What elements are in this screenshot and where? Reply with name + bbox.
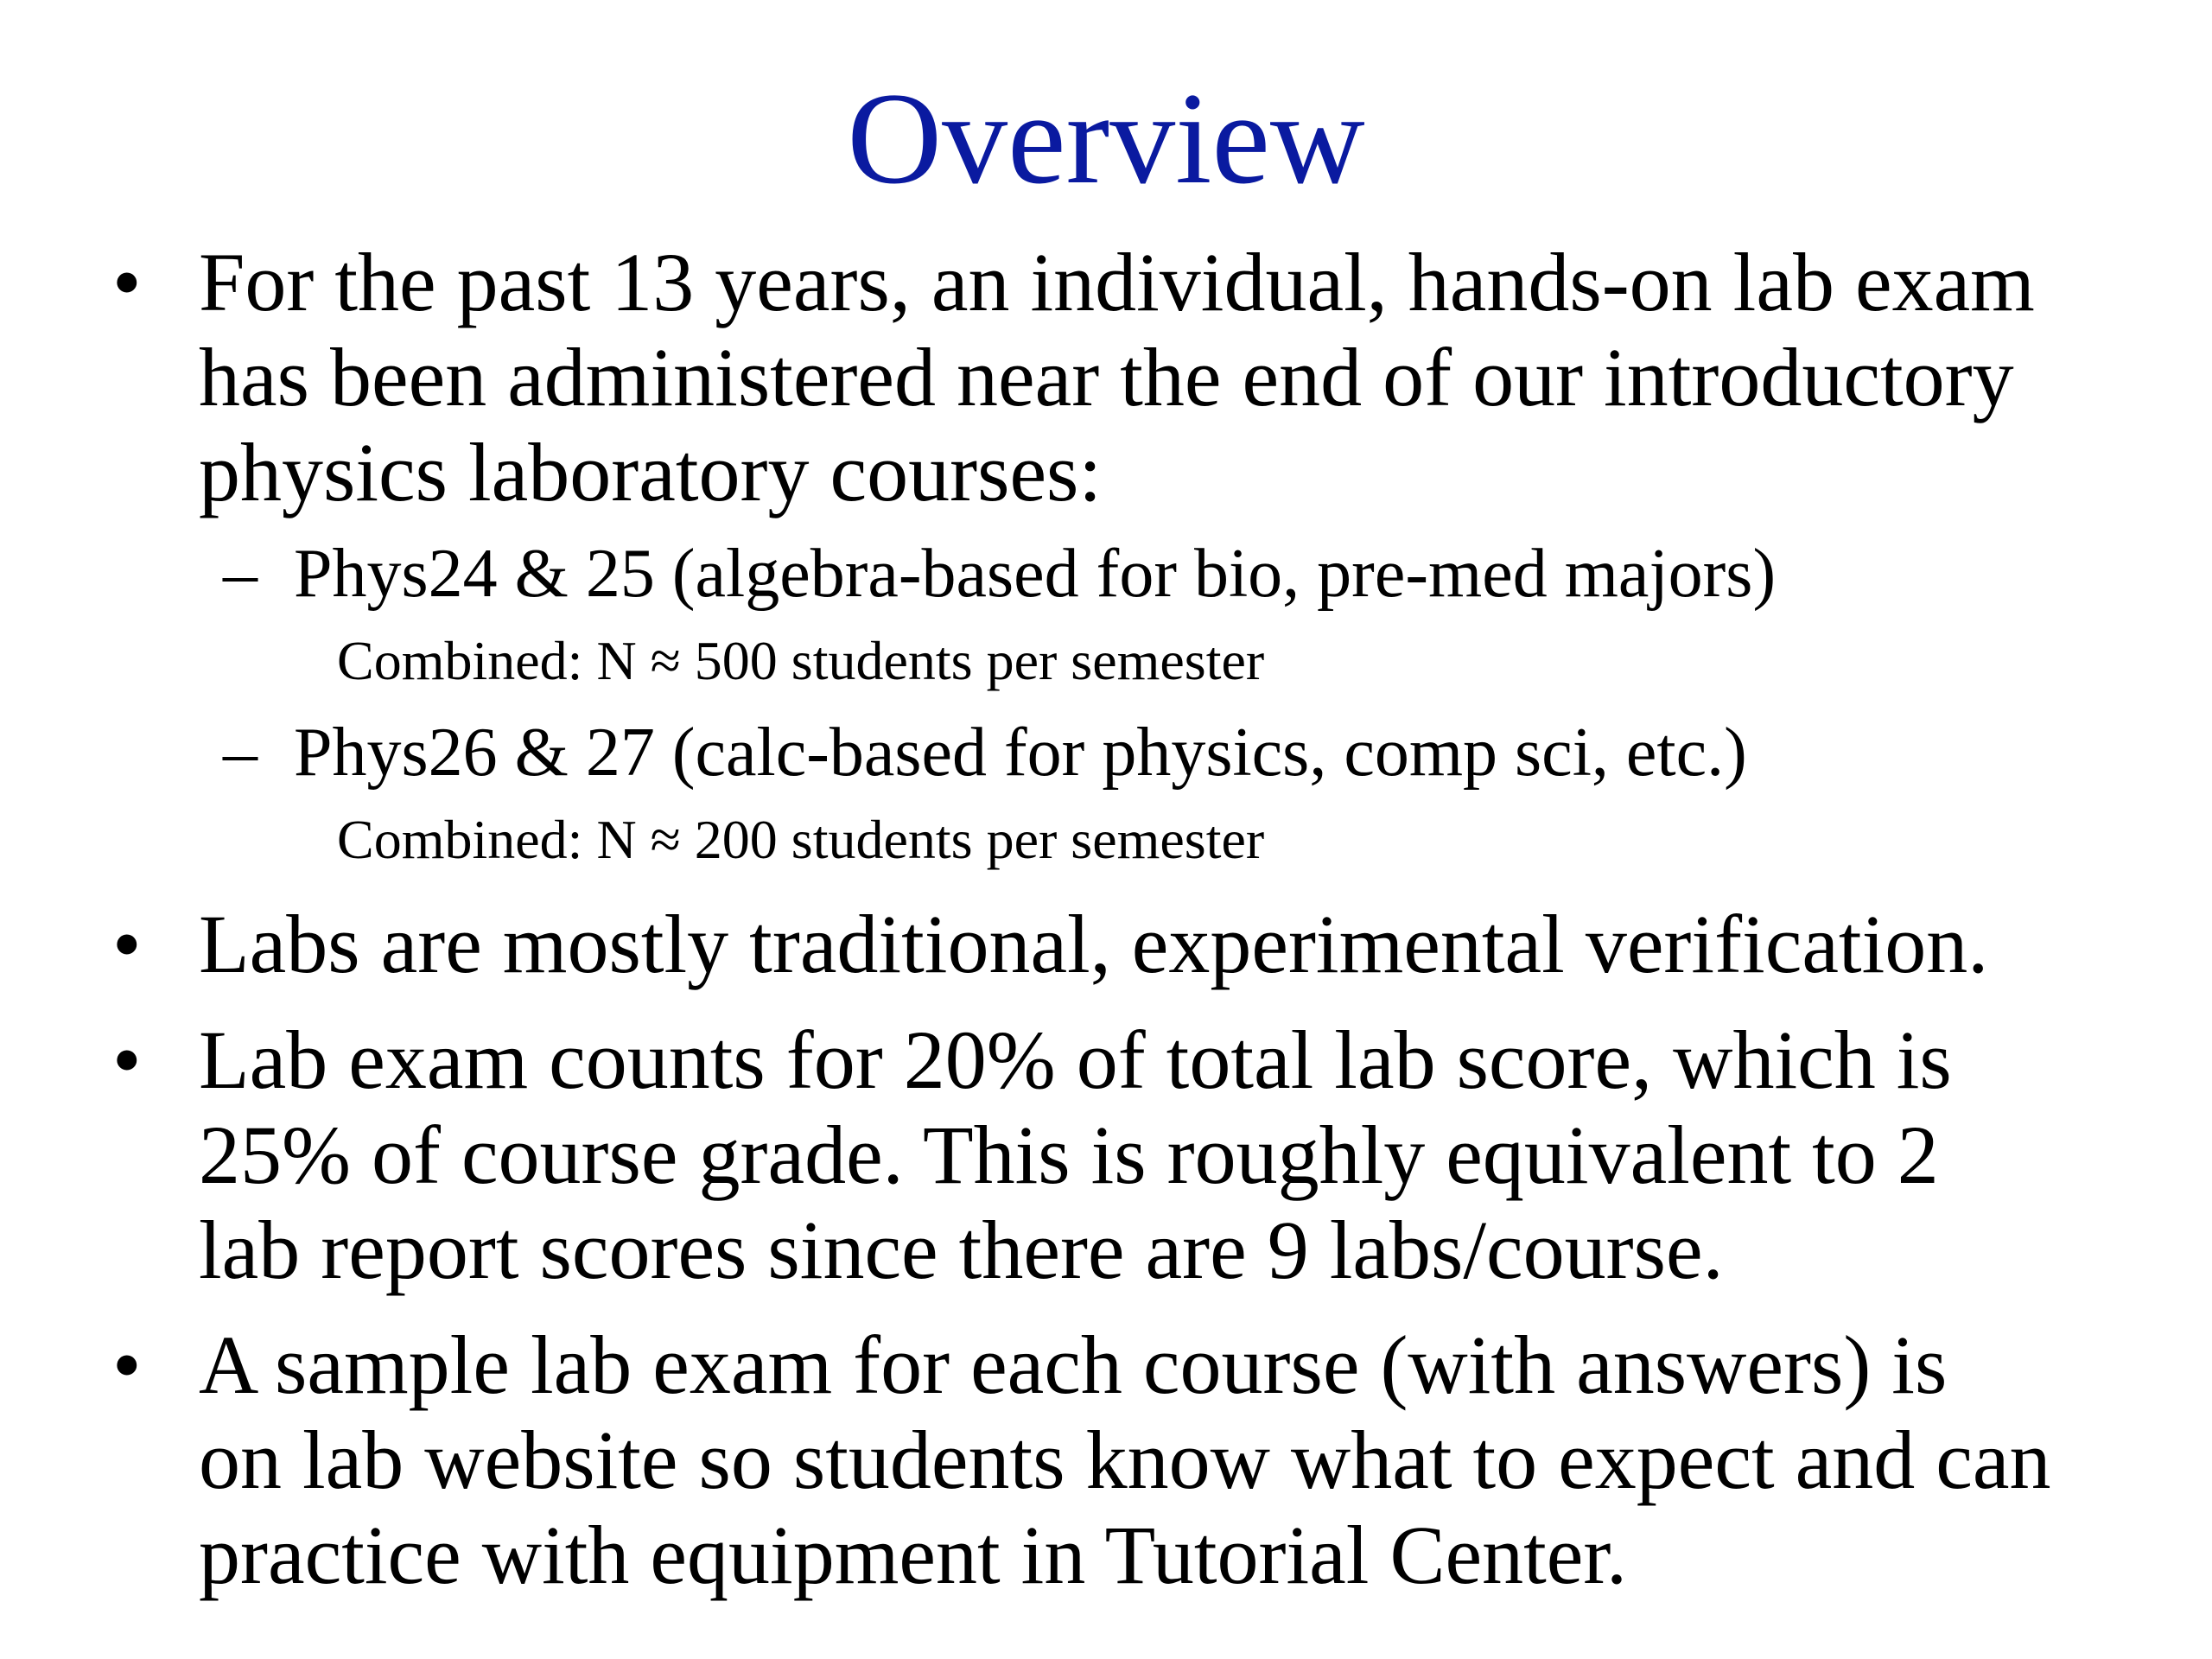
- slide-title: Overview: [847, 66, 1365, 211]
- sub-item-text: Phys26 & 27 (calc-based for physics, comp sci, etc.): [294, 715, 1747, 791]
- sub-item-note: Combined: N ≈ 200 students per semester: [337, 809, 1265, 870]
- bullet-text-line: For the past 13 years, an individual, hands-on lab exam: [199, 236, 2035, 328]
- bullet-text-line: on lab website so students know what to expect and can: [199, 1414, 2051, 1506]
- bullet-text-line: physics laboratory courses:: [199, 426, 1103, 518]
- bullet-text-line: practice with equipment in Tutorial Center.: [199, 1509, 1628, 1601]
- bullet-marker: •: [112, 1014, 142, 1106]
- bullet-marker: •: [112, 898, 142, 990]
- bullet-text-line: has been administered near the end of our introductory: [199, 331, 2014, 423]
- bullet-text-line: Labs are mostly traditional, experimental verification.: [199, 898, 1989, 990]
- sub-item-note: Combined: N ≈ 500 students per semester: [337, 630, 1265, 691]
- bullet-text-line: A sample lab exam for each course (with answers) is: [199, 1319, 1948, 1411]
- bullet-marker: •: [112, 236, 142, 328]
- sub-item-text: Phys24 & 25 (algebra-based for bio, pre-med majors): [294, 536, 1777, 612]
- sub-bullet-marker: –: [223, 536, 257, 612]
- bullet-marker: •: [112, 1319, 142, 1411]
- bullet-text-line: 25% of course grade. This is roughly equivalent to 2: [199, 1109, 1939, 1201]
- sub-bullet-marker: –: [223, 715, 257, 791]
- bullet-text-line: Lab exam counts for 20% of total lab score, which is: [199, 1014, 1952, 1106]
- bullet-text-line: lab report scores since there are 9 labs/course.: [199, 1204, 1724, 1296]
